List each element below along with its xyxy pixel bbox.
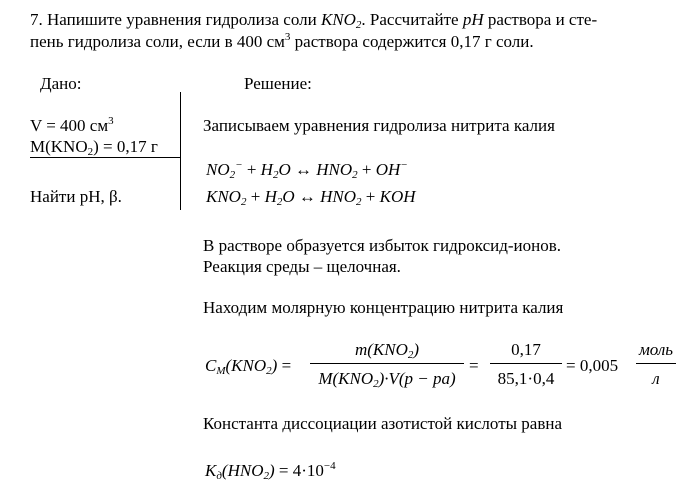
given-divider-vertical: [180, 92, 181, 210]
molar-numerator-value: 0,17: [511, 340, 541, 359]
molar-equals-2: =: [469, 356, 479, 375]
problem-statement-line1: [30, 10, 597, 30]
problem-text-2: . Рассчитайте: [361, 10, 463, 29]
given-volume: V = 400 $см^3$: [30, 115, 114, 135]
molar-fraction-bar: [310, 363, 464, 364]
molar-result: = 0,005: [566, 356, 619, 375]
molar-numerator: $m(KNO_2)$: [354, 340, 420, 361]
excess-line-2: Реакция среды – щелочная.: [203, 257, 401, 276]
problem-ph: pH: [462, 10, 484, 29]
molar-denominator: $M(KNO_2)\cdot V(p - pa)$: [318, 369, 456, 390]
molar-intro: Находим молярную концентрацию нитрита калия: [203, 298, 564, 317]
problem-salt: $KNO_2$: [320, 10, 362, 31]
molar-value-fraction-bar: [490, 363, 562, 364]
given-mass: $M(KNO_2) = 0,17$ г: [30, 137, 158, 158]
unit-denominator: л: [652, 369, 660, 388]
molar-lhs: $C_M(KNO_2)$ =: [205, 356, 292, 377]
constant-intro: Константа диссоциации азотистой кислоты равна: [203, 414, 563, 433]
problem-text-3: раствора и сте-: [483, 10, 598, 29]
molar-denominator-value: 85,1·0,4: [497, 369, 555, 388]
equation-ionic: $NO_2^- + H_2O$ ↔ $HNO_2 + OH^-$: [206, 159, 408, 181]
excess-line-1: В растворе образуется избыток гидроксид-ионов.: [203, 236, 562, 255]
hydrolysis-intro: Записываем уравнения гидролиза нитрита калия: [203, 116, 555, 135]
unit-fraction-bar: [636, 363, 676, 364]
problem-number: 7.: [30, 10, 43, 29]
solution-label: Решение:: [244, 74, 312, 93]
problem-statement-line2: пень гидролиза соли, если в 400 $см^3$ раствора содержится 0,17 г соли.: [30, 31, 534, 51]
given-divider-horizontal: [30, 157, 181, 158]
equation-molecular: $KNO_2 + H_2O$ ↔ $HNO_2$ + KOH: [206, 187, 416, 208]
problem-text-1: Напишите уравнения гидролиза соли: [47, 10, 321, 29]
unit-numerator: моль: [638, 340, 674, 359]
find-text: Найти pH, β.: [30, 187, 122, 206]
given-label: Дано:: [40, 74, 82, 93]
dissociation-constant: $K_д(HNO_2) = 4\cdot 10^{-4}$: [205, 460, 336, 482]
